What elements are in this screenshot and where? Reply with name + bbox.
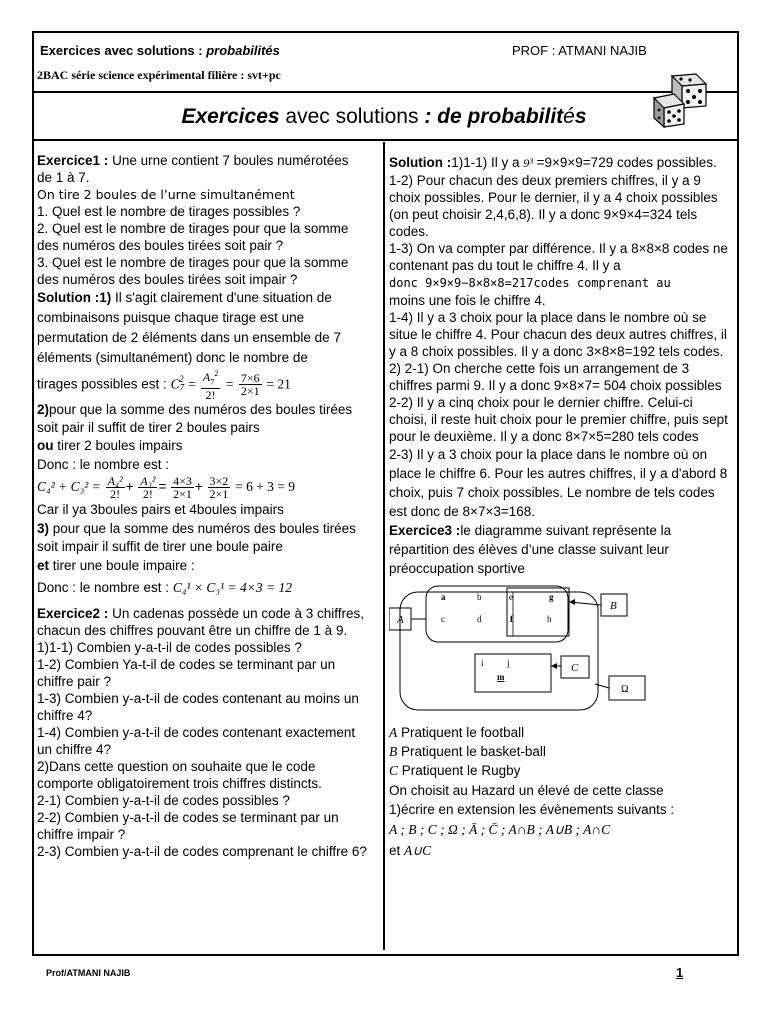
footer-author: Prof/ATMANI NAJIB [46,968,131,978]
dice-icon [650,72,716,128]
elem-m: m [497,672,505,682]
solution2-2-1: 2) 2-1) On cherche cette fois un arrangement de 3 chiffres parmi 9. Il y a donc 9×8×7= 504 choix possibles [389,361,722,393]
exercise2-q6: 2-1) Combien y-a-t-il de codes possibles ? [37,793,290,809]
exercise1-q1: 1. Quel est le nombre de tirages possibles ? [37,204,301,219]
solution2-1-4: 1-4) Il y a 3 choix pour la place dans le nombre où se situe le chiffre 4. Pour chacun des deux autres chiffres, il y a 8 choix possibles. Il y a donc 3×8×8=192 tels codes. [389,310,727,359]
header-prof: PROF : ATMANI NAJIB [512,43,647,58]
venn-diagram [389,584,729,714]
elem-j: j [507,658,510,668]
header-course: Exercices avec solutions : probabilités [40,43,280,58]
formula-odd-sum: Donc : le nombre est : C₄¹ × C₃¹ = 4×3 = 12 [37,580,292,596]
exercise2-q1: 1)1-1) Combien y-a-t-il de codes possibles ? [37,640,302,656]
header-class: 2BAC série science expérimental filière : svt+pc [37,68,281,82]
elem-b: b [477,592,482,602]
legend-a: A Pratiquent le football [389,725,525,740]
solution2-2-3: 2-3) Il y a 3 choix pour la place dans le nombre où on place le chiffre 6. Pour les autres chiffres, il y a d'abord 8 choix, puis 7 choix possibles. Le nombre de tels codes est donc de 8×7×3=168. [389,447,728,519]
elem-h: h [547,614,552,624]
elem-f: f [510,614,513,624]
donc-label-1: Donc : le nombre est : [37,457,170,473]
exercise3-choice: On choisit au Hazard un élevé de cette classe [389,783,664,798]
elem-i: i [481,658,484,668]
page-title: Exercices avec solutions : de probabilités [181,105,587,128]
solution1-part2-or: ou tirer 2 boules impairs [37,438,183,454]
elem-a: a [441,592,446,602]
exercise1-q3: 3. Quel est le nombre de tirages pour que la somme des numéros des boules tirées soit impair ? [37,255,349,287]
header-divider [34,91,737,93]
legend-c: C Pratiquent le Rugby [389,763,521,778]
exercise3-q1: 1)écrire en extension les évènements suivants : [389,802,675,817]
elem-e: e [509,592,513,602]
venn-legend [389,724,729,779]
elem-d: d [477,614,482,624]
title-divider [34,139,737,141]
elem-g: g [549,592,554,602]
exercise2-q3: 1-3) Combien y-a-t-il de codes contenant au moins un chiffre 4? [37,691,359,724]
solution2-1-2: 1-2) Pour chacun des deux premiers chiffres, il y a 9 choix possibles. Pour le dernier, il y a 4 choix possibles (on peut choisir 2,4,6,8). Il y a donc 9×9×4=324 tels codes. [389,173,718,239]
label-a: A [397,614,404,626]
solution1-part3-and: et tirer une boule impaire : [37,558,195,574]
page-number: 1 [676,965,684,980]
exercise3-last-event: et A∪C [389,843,432,858]
solution2-2-2: 2-2) Il y a cinq choix pour le dernier chiffre. Celui-ci choisi, il reste huit choix pour le premier chiffre, puis sept pour le deuxième. Il y a donc 8×7×5=280 tels codes [389,395,728,444]
exercise3-statement: Exercice3 :le diagramme suivant représente la répartition des élèves d’une classe suivant leur préoccupation sportive [389,523,672,576]
formula1-num-a: $A_7^2$ [201,368,220,389]
solution2-1-3: 1-3) On va compter par différence. Il y a 8×8×8 codes ne contenant pas du tout le chiffre 4. Il y a donc 9×9×9−8×8×8=217codes comprenant au moins une fois le chiffre 4. [389,241,728,308]
label-b: B [610,600,617,612]
column-divider [383,142,385,950]
exercise1-statement: Exercice1 : Une urne contient 7 boules numérotées de 1 à 7. [37,153,349,185]
exercise1-q2: 2. Quel est le nombre de tirages pour que la somme des numéros des boules tirées soit pair ? [37,221,349,253]
solution2-1-1: Solution :1)1-1) Il y a 9³ =9×9×9=729 codes possibles. [389,155,717,170]
label-c: C [571,662,579,674]
exercise2-q7: 2-2) Combien y-a-t-il de codes se terminant par un chiffre impair ? [37,810,339,843]
legend-b: B Pratiquent le basket-ball [389,744,546,759]
formula-even-sum: C₄² + C₃² = $\frac{\text{A₄²}}{2!}$ + $\frac{\text{A₃²}}{2!}$ = $\frac{4\times 3}{2\times 1}$ + $\frac{3\times 2}{2\times 1}$ = 6 + 3 = 9 [37,474,296,502]
set-b-shape [507,588,569,636]
formula-combinations: tirages possibles est : $C7^2$ = $\frac{A_7^2}{2!}$ = $\frac{7\times 6}{2\times 1}$ = 21 [37,369,291,403]
exercise2-q8: 2-3) Combien y-a-t-il de codes comprenant le chiffre 6? [37,844,367,860]
right-column [389,154,729,861]
solution1-intro: Solution :1) Il s'agit clairement d'une situation de combinaisons puisque chaque tirage est une permutation de 2 éléments dans un ensemble de 7 éléments (simultanément) donc le nombre de [37,290,341,365]
exercise2-q2: 1-2) Combien Ya-t-il de codes se terminant par un chiffre pair ? [37,657,336,690]
left-column [37,152,367,860]
label-omega: Ω [621,684,629,695]
set-c-shape [475,654,551,692]
exercise2-q4: 1-4) Combien y-a-t-il de codes contenant exactement un chiffre 4? [37,725,356,758]
solution1-reason: Car il ya 3boules pairs et 4boules impairs [37,502,284,518]
exercise3-events: A ; B ; C ; Ω ; Ā ; C̄ ; A∩B ; A∪B ; A∩C [389,822,611,837]
elem-c: c [441,614,445,624]
exercise2-statement: Exercice2 : Un cadenas possède un code à 3 chiffres, chacun des chiffres pouvant être un chiffre de 1 à 9. [37,606,364,639]
solution1-part2: 2)pour que la somme des numéros des boules tirées soit pair il suffit de tirer 2 boules pairs [37,402,353,436]
exercise2-q5: 2)Dans cette question on souhaite que le code comporte obligatoirement trois chiffres distincts. [37,759,322,792]
solution1-part3: 3) pour que la somme des numéros des boules tirées soit impair il suffit de tirer une boule paire [37,521,356,555]
exercise1-draw: On tire 2 boules de l’urne simultanément [37,187,295,202]
